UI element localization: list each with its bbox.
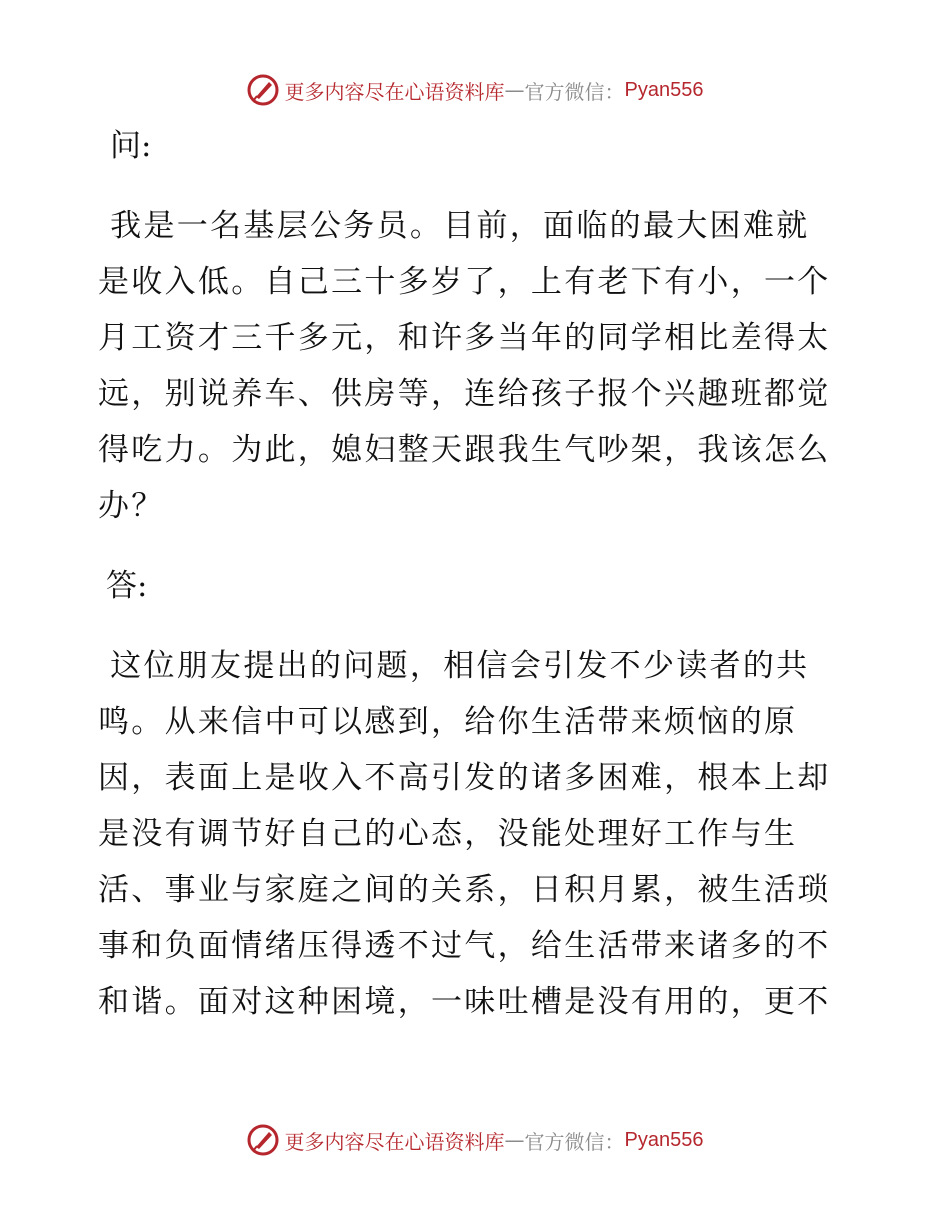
quill-logo-icon	[247, 1124, 279, 1156]
question-label: 问:	[110, 128, 152, 164]
wechat-label: 官方微信：	[524, 79, 625, 104]
wechat-id: Pyan556	[624, 78, 704, 101]
document-body	[98, 118, 858, 1030]
text-line: 是收入低。自己三十多岁了，上有老下有小，一个	[98, 264, 831, 300]
text-line: 月工资才三千多元，和许多当年的同学相比差得太	[98, 320, 831, 356]
question-text	[98, 198, 858, 534]
text-line: 办？	[98, 488, 165, 524]
text-line: 得吃力。为此，媳妇整天跟我生气吵架，我该怎么	[98, 432, 831, 468]
header-watermark	[0, 72, 950, 108]
text-line: 活、事业与家庭之间的关系，日积月累，被生活琐	[98, 872, 831, 908]
text-line: 因，表面上是收入不高引发的诸多困难，根本上却	[98, 760, 831, 796]
text-line: 和谐。面对这种困境，一味吐槽是没有用的，更不	[98, 984, 831, 1020]
site-name: 更多内容尽在心语资料库	[284, 1129, 505, 1154]
answer-text	[98, 638, 858, 1030]
footer-watermark	[0, 1122, 950, 1158]
text-line: 这位朋友提出的问题，相信会引发不少读者的共	[98, 648, 810, 684]
banner-separator: —	[504, 78, 525, 102]
text-line: 远，别说养车、供房等，连给孩子报个兴趣班都觉	[98, 376, 831, 412]
wechat-label: 官方微信：	[524, 1129, 625, 1154]
wechat-id: Pyan556	[624, 1128, 704, 1151]
quill-logo-icon	[247, 74, 279, 106]
text-line: 是没有调节好自己的心态，没能处理好工作与生	[98, 816, 798, 852]
text-line: 我是一名基层公务员。目前，面临的最大困难就	[98, 208, 810, 244]
text-line: 鸣。从来信中可以感到，给你生活带来烦恼的原	[98, 704, 798, 740]
site-name: 更多内容尽在心语资料库	[284, 79, 505, 104]
answer-label: 答:	[106, 568, 148, 604]
banner-separator: —	[504, 1128, 525, 1152]
text-line: 事和负面情绪压得透不过气，给生活带来诸多的不	[98, 928, 831, 964]
